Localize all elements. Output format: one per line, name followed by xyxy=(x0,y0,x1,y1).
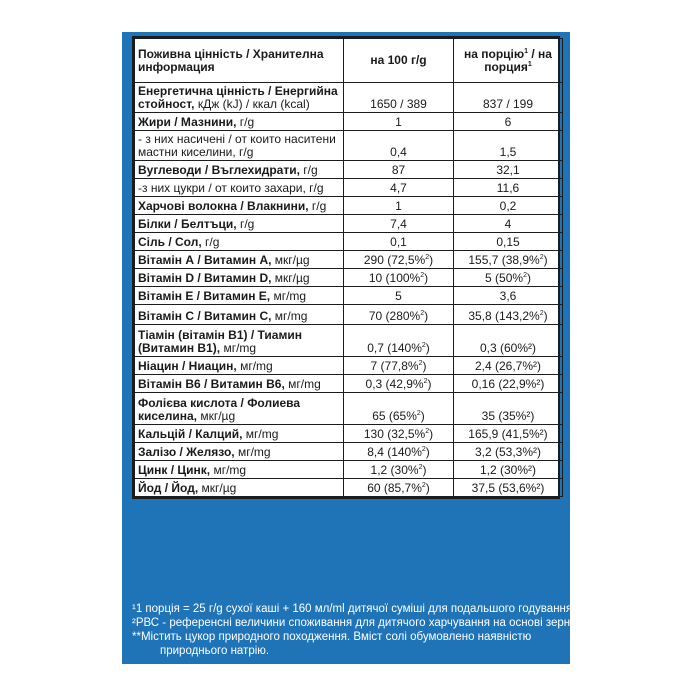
table-row xyxy=(135,479,563,497)
table-row xyxy=(135,197,563,215)
nutrient-label: Ніацин / Ниацин, мг/mg xyxy=(135,357,344,375)
table-row xyxy=(135,443,563,461)
value-per-100g: 4,7 xyxy=(344,179,454,197)
nutrition-panel xyxy=(122,32,598,664)
table-row xyxy=(135,461,563,479)
value-per-100g: 87 xyxy=(344,161,454,179)
table-row xyxy=(135,113,563,131)
nutrient-label: -з них цукри / от които захари, г/g xyxy=(135,179,344,197)
value-per-portion: 0,2 xyxy=(454,197,563,215)
value-per-100g: 7,4 xyxy=(344,215,454,233)
nutrient-label: Тіамін (вітамін В1) / Тиамин (Витамин В1), мг/mg xyxy=(135,325,344,357)
table-row xyxy=(135,305,563,325)
value-per-100g: 130 (32,5%$^2$) xyxy=(344,425,454,443)
nutrient-label: - з них насичені / от които наситени мастни киселини, г/g xyxy=(135,131,344,161)
value-per-100g: 0,4 xyxy=(344,131,454,161)
value-per-portion: 155,7 (38,9%$^2$) xyxy=(454,251,563,269)
nutrient-label: Фолієва кислота / Фолиева киселина, мкг/µg xyxy=(135,393,344,425)
table-row xyxy=(135,131,563,161)
value-per-portion: 35 (35%²) xyxy=(454,393,563,425)
footnotes xyxy=(132,602,598,658)
nutrient-label: Цинк / Цинк, мг/mg xyxy=(135,461,344,479)
value-per-portion: 4 xyxy=(454,215,563,233)
value-per-100g: 1650 / 389 xyxy=(344,83,454,113)
value-per-portion: 1,2 (30%²) xyxy=(454,461,563,479)
value-per-portion: 32,1 xyxy=(454,161,563,179)
table-row xyxy=(135,425,563,443)
value-per-portion: 0,16 (22,9%²) xyxy=(454,375,563,393)
value-per-portion: 0,3 (60%²) xyxy=(454,325,563,357)
nutrient-label: Вітамін В6 / Витамин В6, мг/mg xyxy=(135,375,344,393)
value-per-100g: 0,7 (140%$^2$) xyxy=(344,325,454,357)
nutrient-label: Харчові волокна / Влакнини, г/g xyxy=(135,197,344,215)
table-row xyxy=(135,179,563,197)
value-per-portion: 3,2 (53,3%²) xyxy=(454,443,563,461)
footnote-2: ²РВС - референсні величини споживання для дитячого харчування на основі зернових. xyxy=(132,617,598,629)
footnote-4: природнього натрію. xyxy=(160,645,270,657)
value-per-portion: 837 / 199 xyxy=(454,83,563,113)
nutrient-label: Вітамін Е / Витамин Е, мг/mg xyxy=(135,287,344,305)
nutrient-label: Йод / Йод, мкг/µg xyxy=(135,479,344,497)
value-per-100g: 1 xyxy=(344,113,454,131)
nutrient-label: Кальцій / Калций, мг/mg xyxy=(135,425,344,443)
value-per-portion: 5 (50%$^2$) xyxy=(454,269,563,287)
table-row xyxy=(135,357,563,375)
header-per-100g: на 100 г/g xyxy=(344,39,454,83)
table-row xyxy=(135,161,563,179)
table-row xyxy=(135,375,563,393)
value-per-100g: 8,4 (140%$^2$) xyxy=(344,443,454,461)
value-per-100g: 10 (100%$^2$) xyxy=(344,269,454,287)
nutrient-label: Залізо / Желязо, мг/mg xyxy=(135,443,344,461)
footnote-3: **Містить цукор природного походження. Вміст солі обумовлено наявністю xyxy=(132,631,532,643)
value-per-portion: 35,8 (143,2%$^2$) xyxy=(454,305,563,325)
value-per-portion: 165,9 (41,5%²) xyxy=(454,425,563,443)
value-per-100g: 0,3 (42,9%$^2$) xyxy=(344,375,454,393)
table-row xyxy=(135,233,563,251)
value-per-portion: 2,4 (26,7%²) xyxy=(454,357,563,375)
value-per-portion: 0,15 xyxy=(454,233,563,251)
nutrient-label: Енергетична цінність / Енергийна стойност, кДж (kJ) / ккал (kcal) xyxy=(135,83,344,113)
value-per-100g: 70 (280%$^2$) xyxy=(344,305,454,325)
table-row xyxy=(135,287,563,305)
footnote-1: ¹1 порція = 25 г/g сухої каші + 160 мл/ml дитячої суміші для подальшого годування. xyxy=(132,603,576,615)
table-row xyxy=(135,269,563,287)
header-per-portion: на порцію$^1$ / на порция$^1$ xyxy=(454,39,563,83)
value-per-100g: 65 (65%$^2$) xyxy=(344,393,454,425)
value-per-100g: 290 (72,5%$^2$) xyxy=(344,251,454,269)
nutrient-label: Вуглеводи / Въглехидрати, г/g xyxy=(135,161,344,179)
table-row xyxy=(135,393,563,425)
value-per-portion: 37,5 (53,6%²) xyxy=(454,479,563,497)
value-per-100g: 60 (85,7%$^2$) xyxy=(344,479,454,497)
value-per-portion: 3,6 xyxy=(454,287,563,305)
nutrient-label: Вітамін D / Витамин D, мкг/µg xyxy=(135,269,344,287)
nutrient-label: Жири / Мазнини, г/g xyxy=(135,113,344,131)
value-per-100g: 1,2 (30%$^2$) xyxy=(344,461,454,479)
value-per-100g: 0,1 xyxy=(344,233,454,251)
nutrient-label: Вітамін С / Витамин С, мг/mg xyxy=(135,305,344,325)
value-per-portion: 6 xyxy=(454,113,563,131)
value-per-100g: 1 xyxy=(344,197,454,215)
nutrient-label: Сіль / Сол, г/g xyxy=(135,233,344,251)
value-per-portion: 1,5 xyxy=(454,131,563,161)
nutrient-label: Вітамін А / Витамин А, мкг/µg xyxy=(135,251,344,269)
nutrient-label: Білки / Белтъци, г/g xyxy=(135,215,344,233)
value-per-100g: 7 (77,8%$^2$) xyxy=(344,357,454,375)
value-per-100g: 5 xyxy=(344,287,454,305)
table-row xyxy=(135,325,563,357)
table-row xyxy=(135,215,563,233)
table-row xyxy=(135,83,563,113)
value-per-portion: 11,6 xyxy=(454,179,563,197)
table-row xyxy=(135,251,563,269)
nutrition-table xyxy=(132,36,560,499)
header-nutrient: Поживна цінність / Хранителна информация xyxy=(135,39,344,83)
table-header-row xyxy=(135,39,563,83)
